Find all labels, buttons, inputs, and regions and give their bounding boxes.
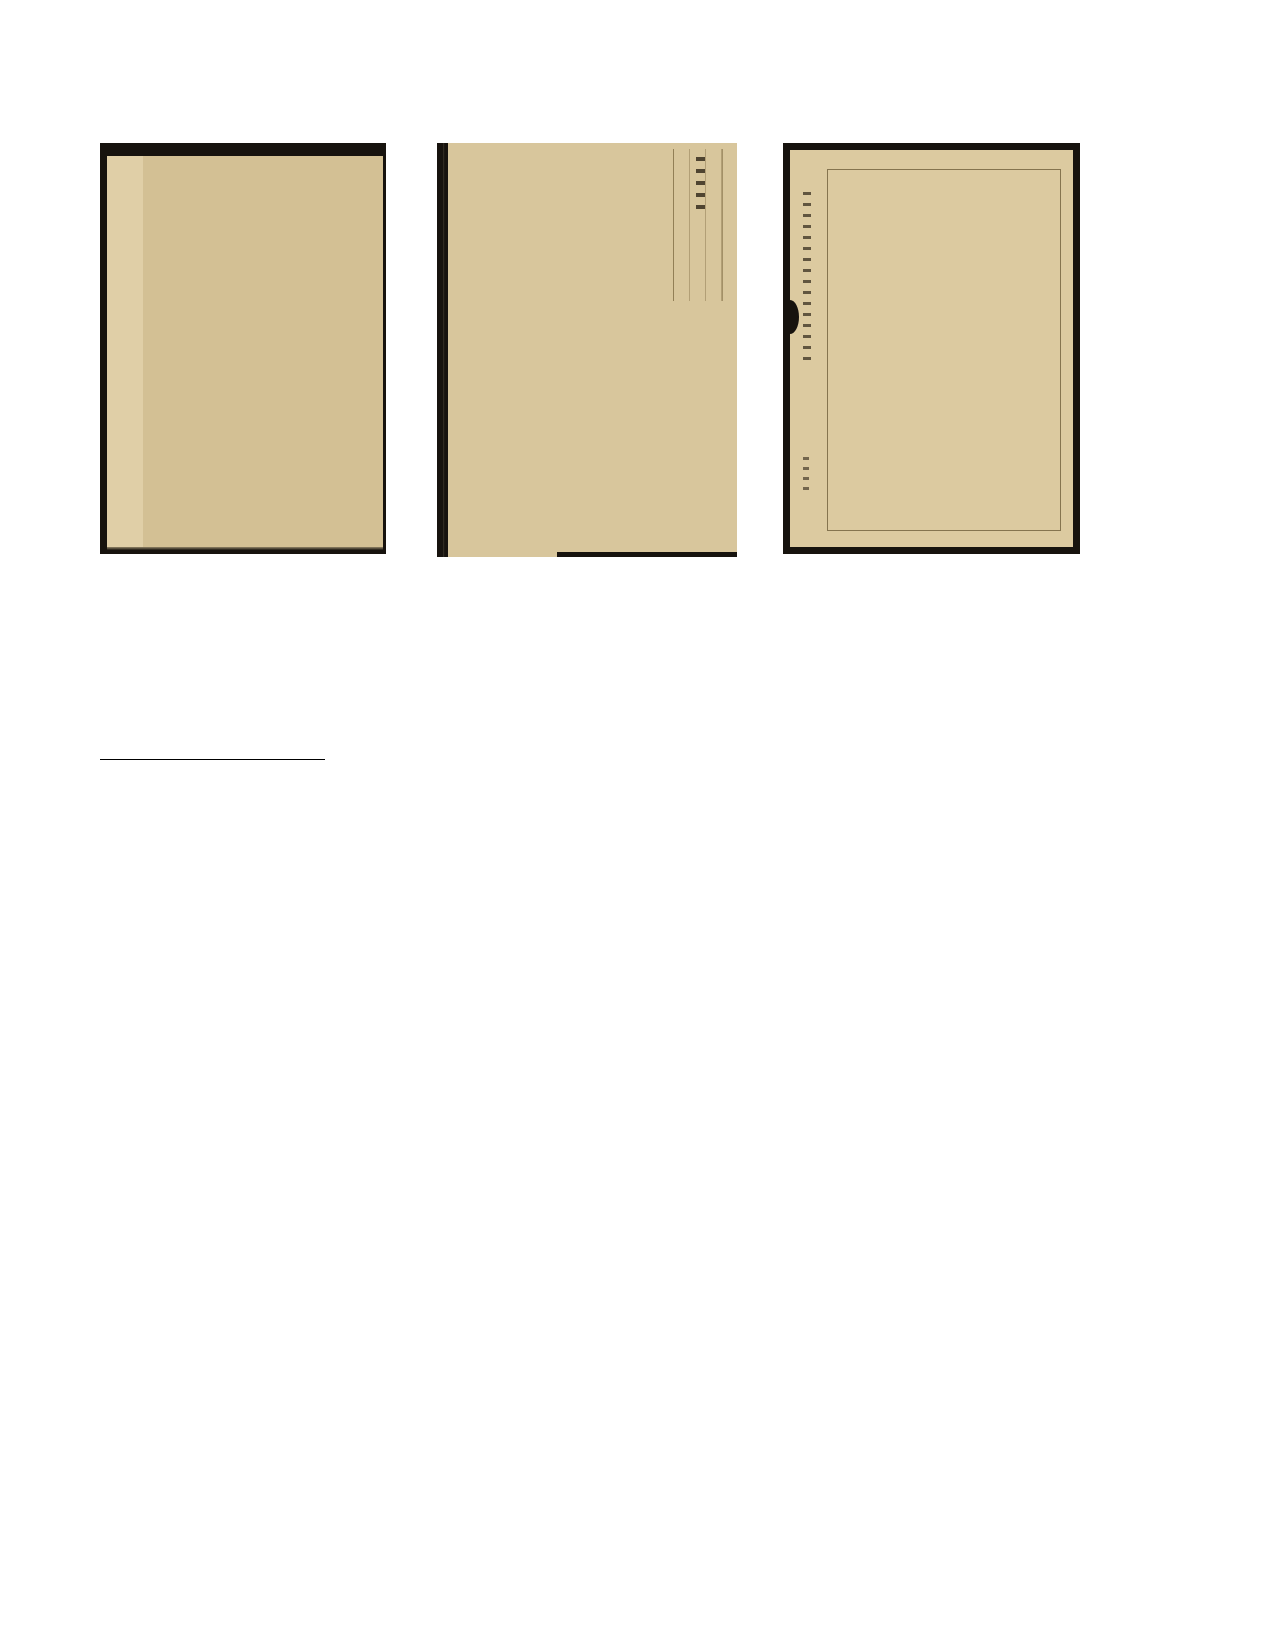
figure-image-index-page: [783, 143, 1080, 554]
page-frame-line: [827, 169, 1061, 531]
figure-image-main-page-1: [100, 143, 386, 554]
kanji-text: [803, 450, 809, 490]
right-column: [612, 733, 1082, 777]
scan-edge: [100, 547, 386, 554]
scan-edge: [437, 143, 443, 557]
scan-edge: [557, 552, 737, 557]
scan-edge: [383, 143, 386, 554]
scan-edge: [100, 143, 107, 554]
scan-edge: [100, 143, 386, 156]
scan-notch: [783, 300, 799, 334]
left-column: [100, 733, 570, 767]
kanji-text: [803, 190, 811, 360]
figure-image-main-page-2: [437, 143, 737, 557]
footnote-separator: [100, 759, 325, 760]
scan-margin: [107, 156, 143, 547]
kanji-text: [696, 157, 705, 209]
